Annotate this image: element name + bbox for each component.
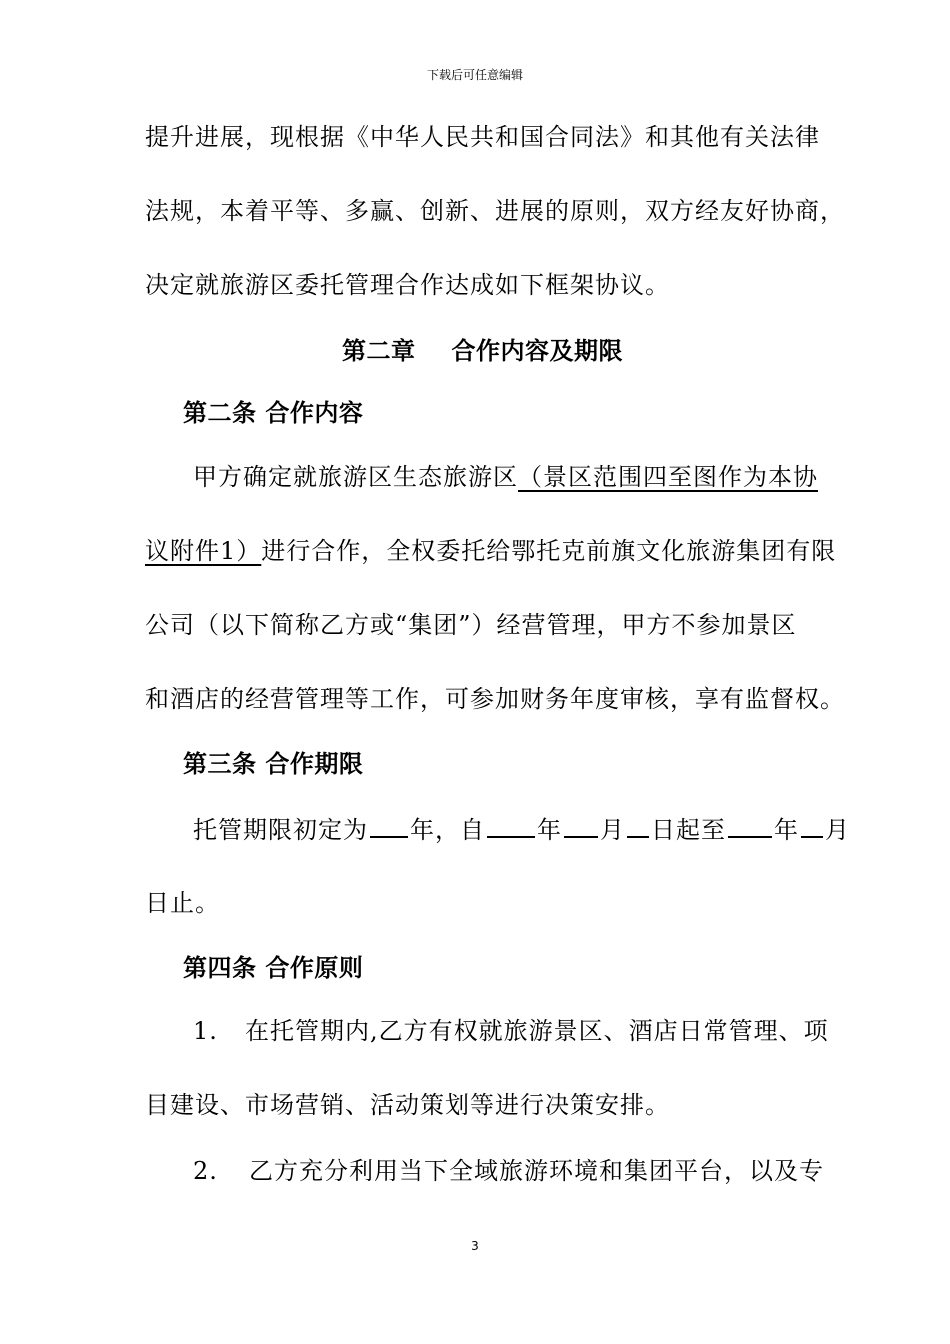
article2-annex-ref-part1: （景区范围四至图作为本协: [518, 463, 818, 491]
start-day-blank[interactable]: [627, 814, 649, 838]
article4-item-2: [193, 1156, 824, 1186]
article3-line-2: 日止。: [145, 889, 220, 917]
article4-heading: 第四条 合作原则: [183, 954, 364, 982]
term-text-until: 日起至: [651, 816, 726, 844]
page-header: 下载后可任意编辑: [426, 68, 523, 82]
article2-heading: 第二条 合作内容: [183, 399, 364, 427]
intro-line-2: 法规，本着平等、多赢、创新、进展的原则，双方经友好协商，: [145, 197, 845, 225]
article4-item-1: [193, 1016, 829, 1046]
item1-text: 在托管期内,乙方有权就旅游景区、酒店日常管理、项: [245, 1017, 829, 1045]
item2-text: 乙方充分利用当下全域旅游环境和集团平台，以及专: [249, 1157, 824, 1185]
chapter-title: 合作内容及期限: [451, 337, 623, 365]
intro-line-3: 决定就旅游区委托管理合作达成如下框架协议。: [145, 271, 670, 299]
chapter-heading: [342, 336, 623, 366]
article2-line2-text: 进行合作，全权委托给鄂托克前旗文化旅游集团有限: [261, 537, 837, 565]
article4-item-1-cont: 目建设、市场营销、活动策划等进行决策安排。: [145, 1091, 670, 1119]
start-year-blank[interactable]: [487, 814, 535, 838]
start-month-blank[interactable]: [564, 814, 598, 838]
article3-line-1: [193, 814, 850, 845]
term-text-from: 年，自: [410, 816, 485, 844]
list-number: 1.: [193, 1017, 218, 1045]
article2-annex-ref-part2: 议附件1）: [145, 537, 262, 565]
article2-line-2: [145, 536, 836, 566]
end-year-blank[interactable]: [728, 814, 772, 838]
intro-line-1: 提升进展，现根据《中华人民共和国合同法》和其他有关法律: [145, 123, 820, 151]
term-years-blank[interactable]: [370, 814, 408, 838]
page-number: 3: [471, 1239, 479, 1253]
article2-line1-text: 甲方确定就旅游区生态旅游区: [193, 463, 518, 491]
article2-line-3: 公司（以下简称乙方或“集团”）经营管理，甲方不参加景区: [145, 611, 797, 639]
term-text-end-year: 年: [774, 816, 799, 844]
article3-heading: 第三条 合作期限: [183, 750, 364, 778]
term-text-month: 月: [600, 816, 625, 844]
term-text-end-month: 月: [825, 816, 850, 844]
end-month-blank[interactable]: [801, 814, 823, 838]
term-text-start: 托管期限初定为: [193, 816, 368, 844]
list-number: 2.: [193, 1157, 218, 1185]
article2-line-4: 和酒店的经营管理等工作，可参加财务年度审核，享有监督权。: [145, 685, 845, 713]
article2-line-1: [193, 462, 818, 492]
term-text-year: 年: [537, 816, 562, 844]
chapter-number: 第二章: [342, 337, 416, 365]
